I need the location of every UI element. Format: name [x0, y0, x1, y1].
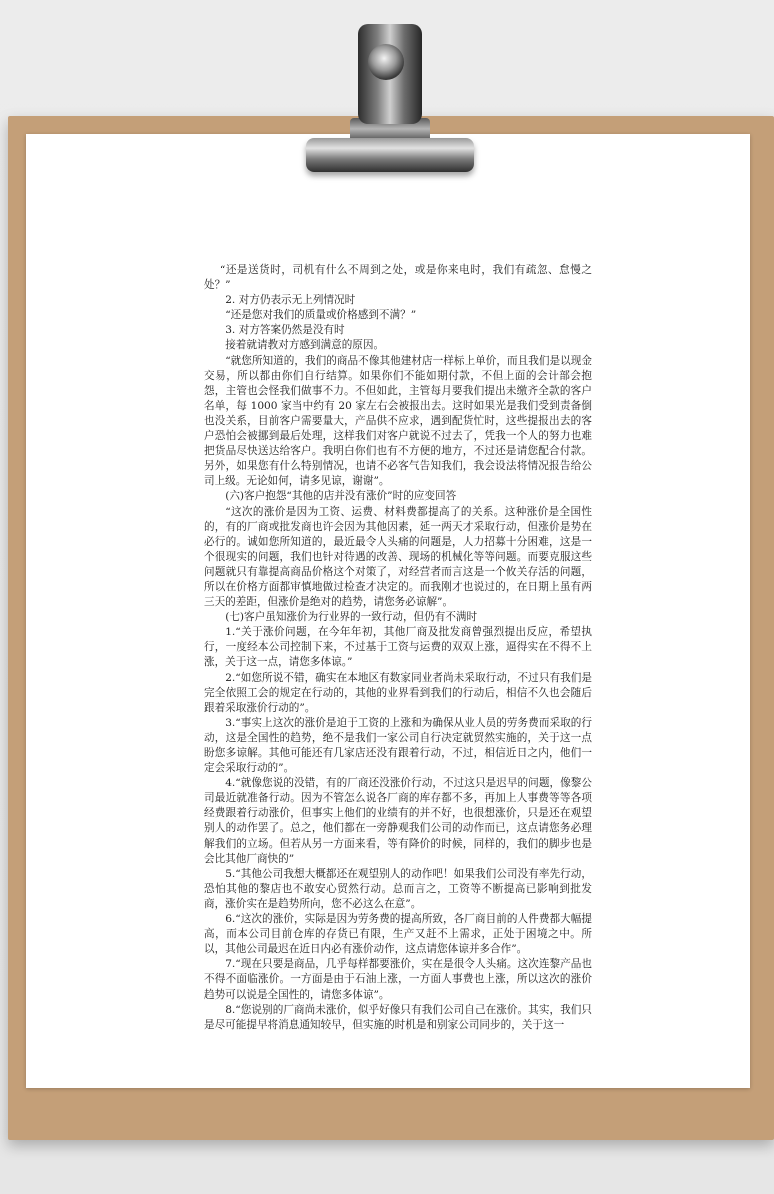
- paragraph: “还是送货时，司机有什么不周到之处，或是你来电时，我们有疏忽、怠慢之处？”: [204, 264, 592, 292]
- paragraph: “还是您对我们的质量或价格感到不满？”: [225, 309, 417, 322]
- paragraph: 1.“关于涨价问题，在今年年初，其他厂商及批发商曾强烈提出反应，希望执行，一度经本公司控制下来，不过基于工资与运费的双双上涨，逼得实在不得不上涨，关于这一点，请您多体谅。”: [204, 626, 592, 669]
- paragraph: 5.“其他公司我想大概都还在观望别人的动作吧！如果我们公司没有率先行动，恐怕其他的黎店也不敢安心贸然行动。总而言之，工资等不断提高已影响到批发商，涨价实在是趋势所向，您不必这么在意”。: [204, 867, 592, 910]
- paragraph: “这次的涨价是因为工资、运费、材料费都提高了的关系。这种涨价是全国性的，有的厂商或批发商也许会因为其他因素，延一两天才采取行动，但涨价是势在必行的。诚如您所知道的，最近最令人头痛的问题是，人力招募十分困难，这是一个很现实的问题，我们也针对待遇的改善、现场的机械化等等问题。而要克服这些问题就只有靠提高商品价格这个对策了，对经营者而言这是一个攸关存活的问题，所以在价格方面都审慎地做过检查才决定的。而我刚才也说过的，在日期上虽有两三天的差距，但涨价是绝对的趋势，请您务必谅解”。: [204, 505, 592, 609]
- binder-clip-ring-icon: [368, 44, 404, 80]
- document-body: [204, 263, 592, 1033]
- paragraph: 2. 对方仍表示无上列情况时: [225, 294, 356, 307]
- paragraph: 3.“事实上这次的涨价是迫于工资的上涨和为确保从业人员的劳务费而采取的行动，这是全国性的趋势，绝不是我们一家公司自行决定就贸然实施的，关于这一点盼您多谅解。其他可能还有几家店还没有跟着行动，不过，相信近日之内，他们一定会采取行动的”。: [204, 716, 592, 775]
- section-heading: (六)客户抱怨“其他的店并没有涨价”时的应变回答: [225, 490, 457, 503]
- paragraph: “就您所知道的，我们的商品不像其他建材店一样标上单价，而且我们是以现金交易，所以都由你们自行结算。如果你们不能如期付款，不但上面的会计部会抱怨，主管也会怪我们做事不力。不但如此，主管每月要我们提出未缴齐全款的客户名单，每 1000 家当中约有 20 家左右会被报出去。这时如果光是我们受到责备倒也没关系，目前客户需要量大，产品供不应求，遇到配货忙时，这些提报出去的客户恐怕会被挪到最后处理，这样我们对客户就说不过去了，凭我一个人的努力也难把货品尽快送达给客户。我明白你们也有不方便的地方，不过还是请您配合付款。另外，如果您有什么特别情况，也请不必客气告知我们，我会设法将情况报告给公司上级。无论如何，请多见谅，谢谢”。: [204, 354, 592, 488]
- section-heading: (七)客户虽知涨价为行业界的一致行动，但仍有不满时: [225, 611, 478, 624]
- paragraph: 2.“如您所说不错，确实在本地区有数家同业者尚未采取行动，不过只有我们是完全依照工会的规定在行动的，其他的业界看到我们的行动后，相信不久也会随后跟着采取涨价行动的”。: [204, 671, 592, 714]
- paragraph: 8.“您说别的厂商尚未涨价，似乎好像只有我们公司自己在涨价。其实，我们只是尽可能提早将消息通知较早，但实施的时机是和别家公司同步的，关于这一: [204, 1003, 592, 1031]
- paragraph: 6.“这次的涨价，实际是因为劳务费的提高所致，各厂商目前的人件费都大幅提高，而本公司目前仓库的存货已有限，生产又赶不上需求，正处于困境之中。所以，其他公司最迟在近日内必有涨价动作，这点请您体谅并多合作”。: [204, 913, 592, 956]
- binder-clip-base: [306, 138, 474, 172]
- paragraph: 4.“就像您说的没错，有的厂商还没涨价行动，不过这只是迟早的问题，像黎公司最近就准备行动。因为不管怎么说各厂商的库存都不多，再加上人事费等等各项经费跟着行动涨价，但事实上他们的业绩有的并不好，也很想涨价，只是还在观望别人的动作罢了。总之，他们都在一旁静观我们公司的动作而已，这点请您务必理解我们的立场。但若从另一方面来看，等有降价的时候，同样的，我们的脚步也是会比其他厂商快的”: [204, 777, 592, 865]
- paragraph: 接着就请教对方感到满意的原因。: [225, 339, 385, 352]
- paragraph: 7.“现在只要是商品，几乎每样都要涨价，实在是很令人头痛。这次连黎产品也不得不面临涨价。一方面是由于石油上涨，一方面人事费也上涨，所以这次的涨价趋势可以说是全国性的，请您多体谅”。: [204, 958, 592, 1001]
- paragraph: 3. 对方答案仍然是没有时: [225, 324, 345, 337]
